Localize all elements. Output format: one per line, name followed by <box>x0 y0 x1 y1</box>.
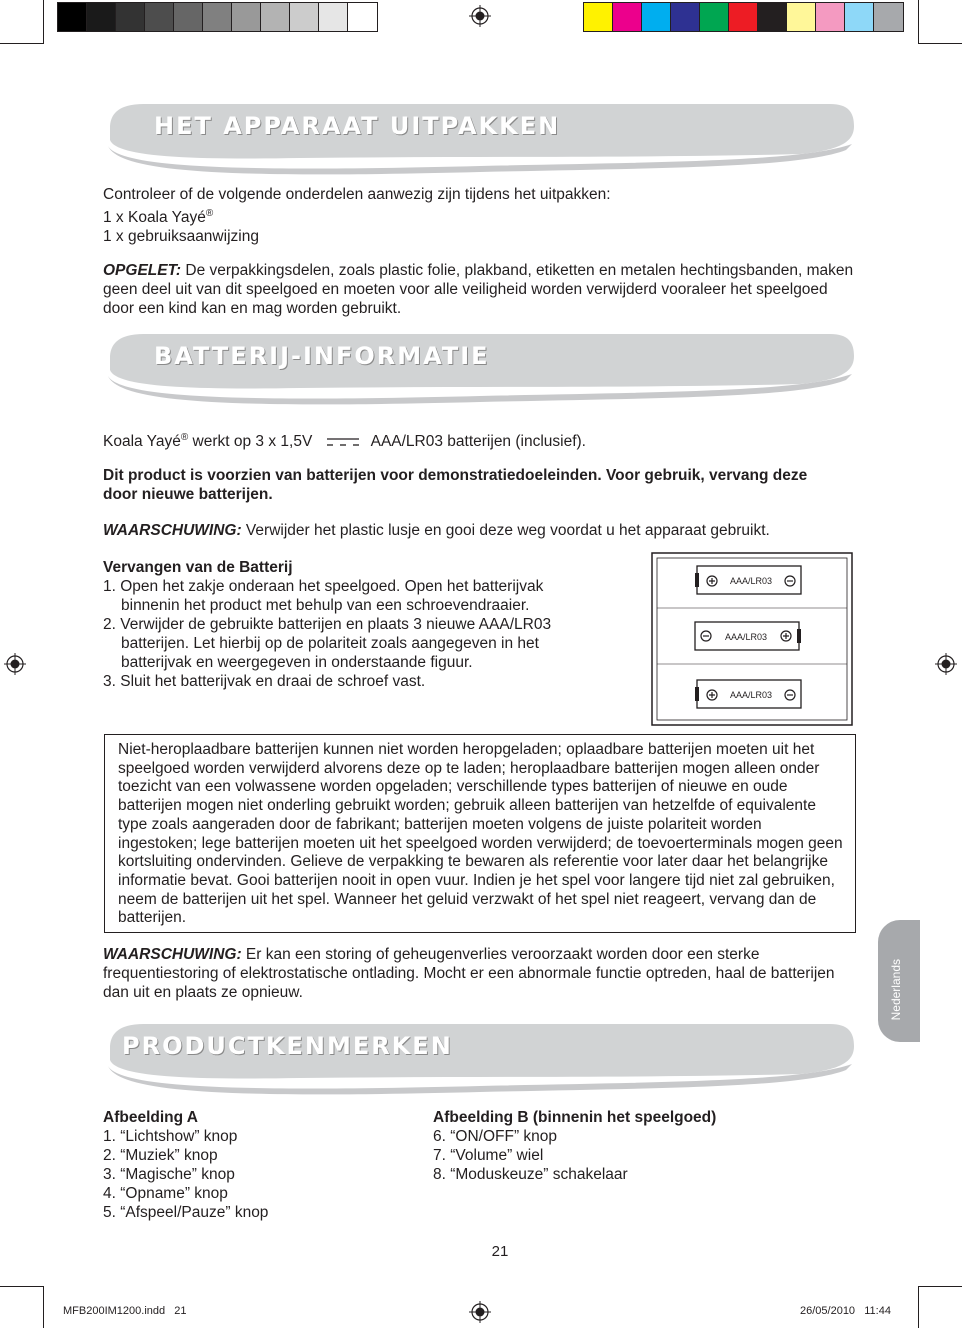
footer-date: 26/05/2010 11:44 <box>800 1305 891 1317</box>
color-swatch <box>671 3 700 31</box>
color-swatch <box>816 3 845 31</box>
gray-swatch <box>232 3 261 31</box>
item-text: 1 x Koala Yayé <box>103 209 206 227</box>
dc-symbol-icon <box>325 436 365 448</box>
spec-text: Koala Yayé <box>103 433 181 451</box>
crop-mark <box>0 43 44 44</box>
intro-line: Controleer of de volgende onderdelen aanwezig zijn tijdens het uitpakken: <box>103 186 611 203</box>
gray-swatch <box>290 3 319 31</box>
step-item: 2. Verwijder de gebruikte batterijen en plaats 3 nieuwe AAA/LR03 batterijen. Let hierbij op de polariteit zoals aangegeven in het batterijvak en weergegeven in onderstaande figuur. <box>103 616 552 671</box>
registration-mark-icon <box>4 653 26 675</box>
gray-swatch <box>261 3 290 31</box>
battery-spec <box>103 428 586 451</box>
color-swatch <box>700 3 729 31</box>
section-title: PRODUCTKENMERKEN <box>122 1032 453 1060</box>
page-number: 21 <box>491 1243 509 1260</box>
battery-label: AAA/LR03 <box>729 690 773 700</box>
gray-swatch <box>174 3 203 31</box>
section-title: BATTERIJ-INFORMATIE <box>154 342 490 370</box>
unpack-intro <box>103 185 611 246</box>
crop-mark <box>918 43 962 44</box>
registered-mark: ® <box>205 208 214 219</box>
crop-mark <box>918 0 919 44</box>
warning-text: Er kan een storing of geheugenverlies veroorzaakt worden door een sterke frequentiestoring of elektrostatische ontlading. Mocht er een abnormale functie optreden, haal de batterijen dan uit en plaats ze opnieuw. <box>103 946 835 1001</box>
step-item: 1. Open het zakje onderaan het speelgoed. Open het batterijvak binnenin het product met behulp van een schroevendraaier. <box>103 578 544 614</box>
gray-swatch <box>348 3 377 31</box>
replace-title: Vervangen van de Batterij <box>103 559 293 576</box>
feature-item: 2. “Muziek” knop <box>103 1147 218 1164</box>
feature-item: 7. “Volume” wiel <box>433 1147 544 1164</box>
feature-item: 6. “ON/OFF” knop <box>433 1128 558 1145</box>
contents-item: 1 x gebruiksaanwijzing <box>103 228 259 246</box>
feature-item: 1. “Lichtshow” knop <box>103 1128 238 1145</box>
process-color-bar <box>583 2 904 32</box>
column-title: Afbeelding B (binnenin het speelgoed) <box>433 1109 717 1126</box>
crop-mark <box>43 0 44 44</box>
feature-item: 5. “Afspeel/Pauze” knop <box>103 1204 269 1221</box>
section-title: HET APPARAAT UITPAKKEN <box>154 112 561 140</box>
warning-text: De verpakkingsdelen, zoals plastic folie, plakband, etiketten en metalen hechtingsbanden, maken geen deel uit van dit speelgoed en moeten voor alle veiligheid worden verwijderd vooraleer het speelgoed door een kind kan en mag worden gebruikt. <box>103 262 854 317</box>
battery-1 <box>695 566 801 594</box>
crop-mark <box>0 1286 44 1287</box>
footer-file: MFB200IM1200.indd 21 <box>63 1305 187 1317</box>
crop-mark <box>43 1286 44 1328</box>
features-column-a <box>103 1108 268 1222</box>
battery-compartment-figure <box>651 552 853 726</box>
color-swatch <box>729 3 758 31</box>
warning-label: WAARSCHUWING: <box>103 522 242 539</box>
spec-text: werkt op 3 x 1,5V <box>188 433 313 451</box>
gray-swatch <box>87 3 116 31</box>
registration-mark-icon <box>935 653 957 675</box>
demo-battery-note: Dit product is voorzien van batterijen voor demonstratiedoeleinden. Voor gebruik, vervang deze door nieuwe batterijen. <box>103 467 808 503</box>
spec-text: AAA/LR03 batterijen (inclusief). <box>370 433 586 451</box>
registered-mark: ® <box>180 432 189 443</box>
color-swatch <box>613 3 642 31</box>
feature-item: 4. “Opname” knop <box>103 1185 228 1202</box>
language-side-tab <box>878 920 920 1042</box>
battery-label: AAA/LR03 <box>724 632 768 642</box>
feature-item: 3. “Magische” knop <box>103 1166 235 1183</box>
gray-swatch <box>116 3 145 31</box>
step-item: 3. Sluit het batterijvak en draai de schroef vast. <box>103 673 426 690</box>
warning-label: OPGELET: <box>103 262 182 279</box>
crop-mark <box>918 1286 962 1287</box>
warning-text: Verwijder het plastic lusje en gooi deze weg voordat u het apparaat gebruikt. <box>241 522 770 539</box>
unpack-warning <box>103 261 859 318</box>
battery-replace-steps <box>103 558 603 691</box>
battery-safety-box: Niet-heroplaadbare batterijen kunnen niet worden heropgeladen; oplaadbare batterijen moeten uit het speelgoed worden verwijderd alvorens deze op te laden; heroplaadbare batterijen mogen alleen onder toezicht van een volwassene worden opgeladen; verschillende types batterijen of nieuwe en oude batterijen mogen niet onderling gebruikt worden; gebruik alleen batterijen van hetzelfde of equivalente type zoals aangeraden door de fabrikant; batterijen moeten volgens de juiste polariteit worden ingestoken; lege batterijen moeten uit het speelgoed worden verwijderd; de toevoerterminals mogen geen kortsluiting ondervinden. Gelieve de verpakking te bewaren als referentie voor later daar het belangrijke informatie bevat. Gooi batterijen nooit in open vuur. Indien je het spel voor langere tijd niet zal gebruiken, neem de batterijen uit het spel. Wanneer het geluid verzwakt of het spel niet reageert, vervang dan de batterijen. <box>104 734 856 933</box>
section-banner-unpacking <box>100 100 860 180</box>
language-label: Nederlands <box>889 958 903 1020</box>
gray-swatch <box>58 3 87 31</box>
battery-2 <box>695 622 801 650</box>
crop-mark <box>918 1286 919 1328</box>
column-title: Afbeelding A <box>103 1109 199 1126</box>
gray-swatch <box>319 3 348 31</box>
color-swatch <box>845 3 874 31</box>
section-banner-features <box>100 1020 860 1100</box>
feature-item: 8. “Moduskeuze” schakelaar <box>433 1166 628 1183</box>
features-column-b <box>433 1108 716 1184</box>
grayscale-color-bar <box>57 2 378 32</box>
registration-mark-icon <box>469 1301 491 1323</box>
gray-swatch <box>203 3 232 31</box>
contents-item <box>103 204 611 227</box>
battery-warning <box>103 521 859 540</box>
color-swatch <box>874 3 903 31</box>
color-swatch <box>758 3 787 31</box>
color-swatch <box>787 3 816 31</box>
color-swatch <box>642 3 671 31</box>
gray-swatch <box>145 3 174 31</box>
esd-warning <box>103 945 843 1002</box>
battery-3 <box>695 680 801 708</box>
section-banner-battery <box>100 330 860 410</box>
registration-mark-icon <box>469 5 491 27</box>
color-swatch <box>584 3 613 31</box>
warning-label: WAARSCHUWING: <box>103 946 242 963</box>
battery-label: AAA/LR03 <box>729 576 773 586</box>
